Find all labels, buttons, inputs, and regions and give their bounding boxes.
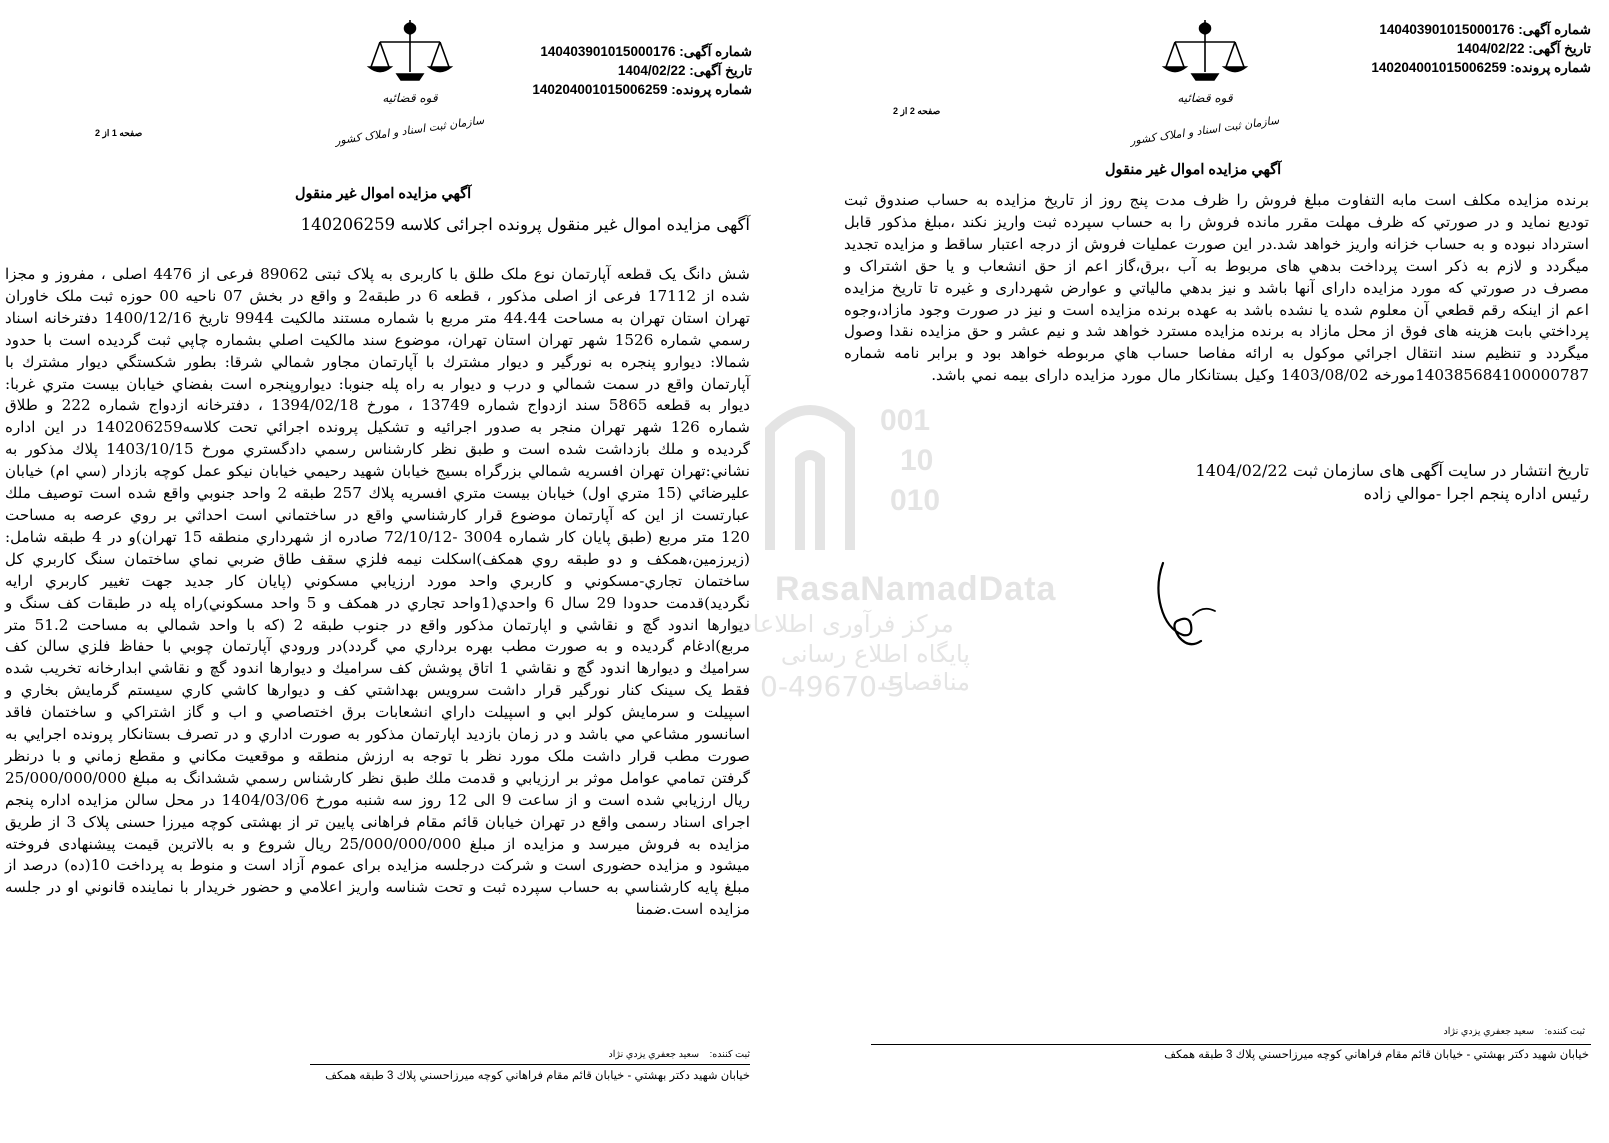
footer-divider [310, 1064, 750, 1065]
svg-text:001: 001 [880, 404, 931, 437]
svg-text:قوه قضائیه: قوه قضائیه [1177, 91, 1233, 105]
watermark-phone: 0-49670-5 [760, 670, 905, 703]
registrar-row [609, 1049, 750, 1060]
watermark [650, 370, 1057, 720]
case-number: 140204001015006259 [532, 82, 668, 97]
footer-divider [871, 1044, 1591, 1045]
header-info [1371, 20, 1591, 77]
auction-terms-text: برنده مزایده مکلف است مابه التفاوت مبلغ فروش را ظرف مدت پنج روز از تاریخ مزایده به حساب صندوق ثبت تودیع نماید و در صورتي که ظرف مهلت مقرر مانده فروش را به حساب سپرده ثبت واریز نکند ،مبلغ مذکور قابل استرداد نبوده و به حساب خزانه واریز خواهد شد.در این صورت عملیات فروش از درجه اعتبار ساقط و مزایده تجدید میگردد و لازم به ذکر است پرداخت بدهي های مربوط به آب ،برق،گاز اعم از حق انشعاب و یا حق اشتراک و مصرف در صورتي که مورد مزایده دارای آنها باشد و نیز بدهي مالیاتي و عوارض شهرداری و غیره تا تاریخ مزایده اعم از اینکه رقم قطعي آن معلوم شده یا نشده باشد به عهده برنده مزایده است و نیز در صورت وجود مازاد،وجوه پرداختي بابت هزینه های فوق از محل مازاد به برنده مزایده مسترد خواهد شد و نیم عشر و حق مزایده نقدا وصول میگردد و تنظیم سند انتقال اجرائي موكول به ارائه مفاصا حساب هاي مربوطه خواهد بود و برابر نامه شماره 140385684100000787مورخه 1403/08/02 وکیل بستانکار مال مورد مزایده دارای بیمه نمي باشد. [844, 191, 1589, 385]
registrar-name: سعيد جعفري يزدي نژاد [608, 1049, 700, 1060]
watermark-logo-icon [650, 370, 970, 570]
ad-number-label: شماره آگهی: [679, 44, 752, 59]
ad-number-label: شماره آگهی: [1518, 22, 1591, 37]
watermark-line-2: پایگاه اطلاع رسانی مناقصات [780, 640, 970, 696]
publish-date-line: تاریخ انتشار در سایت آگهی های سازمان ثبت 1404/02/22 [1195, 461, 1589, 480]
page-number: صفحه 2 از 2 [893, 106, 941, 116]
registrar-name: سعيد جعفري يزدي نژاد [1443, 1026, 1535, 1037]
ad-date-label: تاریخ آگهی: [1528, 41, 1591, 56]
page-number: صفحه 1 از 2 [95, 128, 143, 138]
case-number: 140204001015006259 [1371, 60, 1507, 75]
ad-date: 1404/02/22 [617, 63, 686, 78]
property-description-text: شش دانگ یک قطعه آپارتمان نوع ملک طلق با کاربری به پلاک ثبتی 89062 فرعی از 4476 اصلی ، مفروز و مجزا شده از 17112 فرعی از اصلی مذکور ، قطعه 6 در طبقه2 و واقع در بخش 07 ناحیه 00 حوزه ثبت ملک خاوران تهران استان تهران به مساحت 44.44 متر مربع با شماره مستند مالکیت 9944 تاریخ 1400/12/16 دفترخانه اسناد رسمي شماره 1526 شهر تهران استان تهران، موضوع سند مالكيت اصلي بشماره چاپي ثبت گرديده است با حدود شمالا: ديوارو پنجره به نورگير و ديوار مشترك با آپارتمان مجاور شمالي شرقا: بطور شكستگي ديوار مشترك با آپارتمان واقع در سمت شمالي و درب و ديوار به راه پله جنوبا: ديواروپنجره است بفضاي خيابان بيست متري غربا: ديوار به قطعه 5865 سند ازدواج شماره 13749 ، مورخ 1394/02/18 ، دفترخانه ازدواج شماره 222 و طلاق شماره 126 شهر تهران منجر به صدور اجرائيه و تشكيل پرونده اجرائي تحت كلاسه140206259 در اين اداره گرديده و ملك بازداشت شده است و طبق نظر كارشناس رسمي دادگستري مورخ 1403/10/15 پلاك مذكور به نشاني:تهران تهران افسريه شمالي بزرگراه بسيج خيابان شهيد رحيمي خيابان نيكو عمل كوچه بازدار (سي ام) خيابان عليرضائي (15 متري اول) خيابان بيست متري افسريه پلاك 257 طبقه 2 واحد جنوبي واقع شده است توصيف ملك عبارتست از اين كه آپارتمان موضوع قرار كارشناسي واقع در ساختماني است احداثي بر روي عرصه به مساحت 120 متر مربع (طبق پايان كار شماره 3004 -72/10/12 صادره از شهرداري منطقه 15 تهران)و در 4 طبقه شامل:(زيرزمين،همكف و دو طبقه روي همكف)اسكلت نيمه فلزي سقف طاق ضربي نماي ساختمان سنگ كاربري كل ساختمان تجاري-مسكوني و كاربري واحد مورد ارزيابي مسكوني (پايان كار جديد جهت تغيير كاربري ارايه نگرديد)قدمت حدودا 29 سال 6 واحدي(1واحد تجاري در همكف و 5 واحد مسكوني)راه پله در طبقات كف سنگ و ديوارها اندود گچ و نقاشي و اپارتمان مذكور واقع در جنوب طبقه 2 (كه با واحد شمالي به مساحت 51.2 متر مربع)ادغام گرديده و به صورت مطب بهره برداري مي گردد)در ورودي آپارتمان چوبي با حفاظ فلزي سالن كف سراميك و ديوارها اندود گچ و نقاشي 1 اتاق پوشش كف سراميك و ديوارها اندود گچ و نقاشي ابدارخانه تخريب شده فقط يک سينک كنار نورگير قرار داشت سرويس بهداشتي كف و ديوارها كاشي كاري سيستم گرمايش بخاري و اسپيلت و سرمايش كولر ابي و اسپيلت داراي انشعابات برق اختصاصي و اب و گاز اشتراكي و ساختمان فاقد اسانسور مشاعي مي باشد و در زمان بازديد اپارتمان مذكور به صورت اداري و در تصرف بستانكار پرونده اجرايي به صورت مطب قرار داشت ملک مورد نظر با توجه به ارزش منطقه و موقعيت مكاني و مقطع زماني و با درنظر گرفتن تمامي عوامل موثر بر ارزيابي و قدمت ملك طبق نظر كارشناس رسمي ششدانگ به مبلغ 25/000/000/000 ريال ارزيابي شده است و از ساعت 9 الی 12 روز سه شنبه مورخ 1404/03/06 در محل سالن مزایده اداره پنجم اجرای اسناد رسمی واقع در تهران خیابان قائم مقام فراهانی پایین تر از بهشتی کوچه میرزا حسنی پلاک 3 از طریق مزایده به فروش میرسد و مزایده از مبلغ 25/000/000/000 ریال شروع و به بالاترین قیمت پیشنهادی فروخته میشود و مزایده حضوری است و شرکت درجلسه مزایده برای عموم آزاد است و منوط به پرداخت 10(ده) درصد از مبلغ پایه کارشناسي به حساب سپرده ثبت و تحت شناسه واریز اعلامي و حضور خریدار با نماینده قانوني او در جلسه مزایده است.ضمنا [5, 265, 751, 919]
registrar-label: ثبت كننده: [709, 1049, 750, 1060]
signatory-line: رئیس اداره پنجم اجرا -موالي زاده [1363, 484, 1589, 503]
ad-number: 140403901015000176 [1379, 22, 1515, 37]
signature-image [1133, 545, 1253, 665]
ad-number: 140403901015000176 [540, 44, 676, 59]
ad-date-label: تاریخ آگهی: [689, 63, 752, 78]
doc-subtitle: آگهی مزایده اموال غیر منقول پرونده اجرائی کلاسه 140206259 [300, 215, 750, 234]
svg-text:سازمان ثبت اسناد و املاک کشور: سازمان ثبت اسناد و املاک کشور [335, 113, 485, 147]
case-number-label: شماره پرونده: [1510, 60, 1591, 75]
judiciary-emblem-icon [1130, 12, 1280, 147]
doc-title: آگهي مزايده اموال غير منقول [1105, 162, 1282, 178]
svg-text:قوه قضائیه: قوه قضائیه [382, 91, 438, 105]
registrar-label: ثبت کننده: [1544, 1026, 1585, 1037]
ad-date: 1404/02/22 [1456, 41, 1525, 56]
judiciary-emblem-icon [335, 12, 485, 147]
registrar-row [1444, 1026, 1585, 1037]
case-number-row [532, 80, 752, 99]
doc-title: آگهي مزايده اموال غير منقول [295, 186, 472, 202]
watermark-line-1: مرکز فرآوری اطلاعات [730, 610, 954, 638]
ad-number-row [532, 42, 752, 61]
ad-number-row [1371, 20, 1591, 39]
footer-address: خيابان شهيد دكتر بهشتي - خيابان قائم مقام فراهاني كوچه ميرزاحسني پلاك 3 طبقه همكف [1164, 1049, 1589, 1061]
header-info [532, 42, 752, 99]
ad-date-row [532, 61, 752, 80]
case-number-label: شماره پرونده: [671, 82, 752, 97]
ad-date-row [1371, 39, 1591, 58]
case-number-row [1371, 58, 1591, 77]
svg-text:10: 10 [900, 444, 934, 477]
svg-text:010: 010 [890, 484, 941, 517]
watermark-brand: RasaNamadData [775, 570, 1057, 608]
footer-address: خيابان شهيد دكتر بهشتي - خيابان قائم مقام فراهاني كوچه ميرزاحسني پلاك 3 طبقه همكف [325, 1070, 750, 1082]
svg-text:سازمان ثبت اسناد و املاک کشور: سازمان ثبت اسناد و املاک کشور [1130, 113, 1280, 147]
